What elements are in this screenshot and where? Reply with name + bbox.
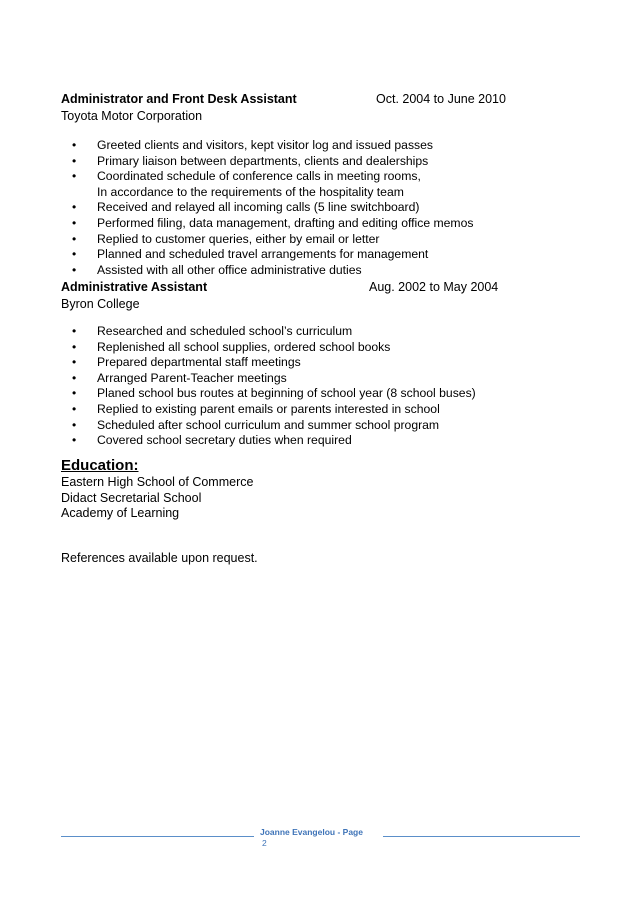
references-note: References available upon request.: [61, 551, 258, 565]
duty-text: Researched and scheduled school’s curriculum: [97, 324, 353, 338]
duty-text: Replied to customer queries, either by email or letter: [97, 231, 380, 246]
duty-text: Planed school bus routes at beginning of school year (8 school buses): [97, 386, 476, 401]
duty-text: Greeted clients and visitors, kept visitor log and issued passes: [97, 138, 434, 152]
bullet-icon: •: [72, 386, 77, 401]
footer-page-number: 2: [262, 838, 267, 848]
duty-text: Prepared departmental staff meetings: [97, 355, 301, 370]
duty-text: Assisted with all other office administrative duties: [97, 262, 362, 277]
bullet-icon: •: [72, 169, 77, 184]
job-dates: Aug. 2002 to May 2004: [369, 280, 499, 294]
duty-text: Primary liaison between departments, clients and dealerships: [97, 153, 429, 168]
duty-item: [61, 324, 541, 340]
bullet-icon: •: [72, 247, 77, 262]
duty-text: Received and relayed all incoming calls (5 line switchboard): [97, 200, 420, 215]
duty-text: Planned and scheduled travel arrangements for management: [97, 247, 429, 262]
duty-list: [61, 138, 541, 278]
duty-item: [61, 247, 541, 263]
bullet-icon: •: [72, 153, 77, 168]
duty-text: Covered school secretary duties when required: [97, 433, 352, 448]
duty-item: [61, 169, 541, 185]
duty-item: [61, 216, 541, 232]
duty-item: [61, 232, 541, 248]
bullet-icon: •: [72, 355, 77, 370]
duty-item: [61, 154, 541, 170]
duty-text: Replied to existing parent emails or parents interested in school: [97, 401, 440, 416]
duty-text: Scheduled after school curriculum and summer school program: [97, 417, 440, 432]
job-entry: [61, 91, 541, 278]
duty-item: [61, 371, 541, 387]
job-title: Administrative Assistant: [61, 280, 208, 294]
job-entry: [61, 279, 541, 449]
bullet-icon: •: [72, 231, 77, 246]
duty-item: [61, 433, 541, 449]
bullet-icon: •: [72, 262, 77, 277]
duty-item: [61, 185, 541, 201]
bullet-icon: •: [72, 401, 77, 416]
duty-item: [61, 263, 541, 279]
duty-text: In accordance to the requirements of the hospitality team: [97, 184, 404, 199]
job-dates: Oct. 2004 to June 2010: [376, 92, 506, 106]
duty-item: [61, 340, 541, 356]
duty-list: [61, 324, 541, 449]
duty-text: Performed filing, data management, drafting and editing office memos: [97, 215, 474, 230]
duty-text: Replenished all school supplies, ordered school books: [97, 339, 391, 354]
duty-item: [61, 418, 541, 434]
job-header: [61, 91, 541, 107]
footer-rule-right: [383, 836, 580, 837]
bullet-icon: •: [72, 417, 77, 432]
bullet-icon: •: [72, 200, 77, 215]
duty-text: Coordinated schedule of conference calls in meeting rooms,: [97, 169, 421, 184]
job-title: Administrator and Front Desk Assistant: [61, 92, 297, 106]
footer-name: Joanne Evangelou - Page: [260, 827, 363, 837]
duty-item: [61, 138, 541, 154]
footer-rule-left: [61, 836, 254, 837]
bullet-icon: •: [72, 215, 77, 230]
duty-item: [61, 200, 541, 216]
duty-text: Arranged Parent-Teacher meetings: [97, 370, 287, 385]
job-header: [61, 279, 541, 295]
duty-item: [61, 355, 541, 371]
job-organization: Byron College: [61, 297, 140, 311]
school-item: Academy of Learning: [61, 506, 180, 520]
education-list: [61, 475, 253, 522]
education-heading: Education:: [61, 457, 139, 474]
duty-item: [61, 402, 541, 418]
bullet-icon: •: [72, 339, 77, 354]
bullet-icon: •: [72, 324, 77, 338]
job-organization: Toyota Motor Corporation: [61, 109, 203, 123]
duty-item: [61, 386, 541, 402]
bullet-icon: •: [72, 433, 77, 448]
school-item: Eastern High School of Commerce: [61, 475, 254, 489]
bullet-icon: •: [72, 138, 77, 152]
bullet-icon: •: [72, 370, 77, 385]
school-item: Didact Secretarial School: [61, 490, 202, 505]
